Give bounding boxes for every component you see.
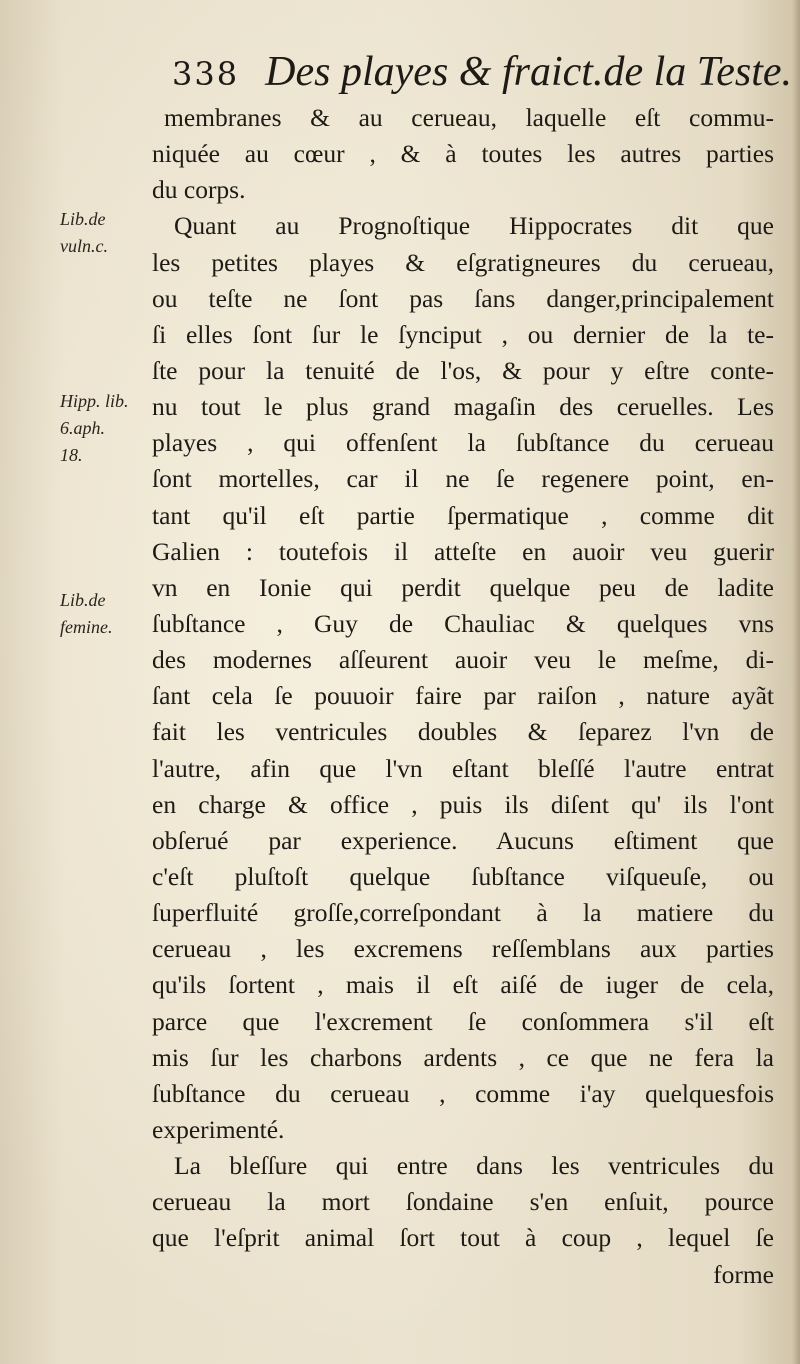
paragraph-start-line: La bleſſure qui entre dans les ventricules du	[174, 1151, 774, 1181]
text-line: qu'ils ſortent , mais il eſt aiſé de iuger de cela,	[152, 970, 774, 1000]
marginal-note-hipp-aph	[60, 388, 150, 469]
text-line: nu tout le plus grand magaſin des ceruelles. Les	[152, 392, 774, 422]
page-header	[172, 42, 793, 102]
text-line: fait les ventricules doubles & ſeparez l'vn de	[152, 717, 774, 747]
marginal-note-line: 18.	[60, 445, 83, 465]
page-edge-shadow	[792, 0, 800, 1364]
text-line: Galien : toutefois il atteſte en auoir veu guerir	[152, 536, 774, 566]
marginal-note-line: 6.aph.	[60, 418, 105, 438]
text-line: obſerué par experience. Aucuns eſtiment que	[152, 825, 774, 855]
body-text	[152, 100, 774, 1293]
text-line: ſant cela ſe pouuoir faire par raiſon , nature ayãt	[152, 681, 774, 711]
marginal-note-line: vuln.c.	[60, 236, 108, 256]
text-line: tant qu'il eſt partie ſpermatique , comme dit	[152, 500, 774, 530]
text-line: ſont mortelles, car il ne ſe regenere point, en-	[152, 464, 774, 494]
running-title: Des playes & fraict.de la Teste.	[265, 49, 793, 95]
text-line: ſubſtance , Guy de Chauliac & quelques vns	[152, 608, 774, 638]
text-line: c'eſt pluſtoſt quelque ſubſtance viſqueuſe, ou	[152, 861, 774, 891]
marginal-note-line: Lib.de	[60, 590, 106, 610]
text-line: que l'eſprit animal ſort tout à coup , lequel ſe	[152, 1223, 774, 1253]
paragraph-start-line: Quant au Prognoſtique Hippocrates dit que	[174, 211, 774, 241]
text-line: vn en Ionie qui perdit quelque peu de ladite	[152, 572, 774, 602]
text-line: niquée au cœur , & à toutes les autres parties	[152, 139, 774, 169]
text-line: ou teſte ne ſont pas ſans danger,principalement	[152, 283, 774, 313]
text-line: l'autre, afin que l'vn eſtant bleſſé l'autre entrat	[152, 753, 774, 783]
text-line: membranes & au cerueau, laquelle eſt commu-	[164, 103, 774, 132]
text-line: cerueau la mort ſondaine s'en enſuit, pource	[152, 1187, 774, 1217]
text-line: cerueau , les excremens reſſemblans aux parties	[152, 934, 774, 964]
page-number: 338	[172, 55, 240, 93]
text-line: ſi elles ſont ſur le ſynciput , ou dernier de la te-	[152, 319, 774, 349]
text-line: ſuperfluité groſſe,correſpondant à la matiere du	[152, 898, 774, 928]
text-line: parce que l'excrement ſe conſommera s'il eſt	[152, 1006, 774, 1036]
text-line: ſubſtance du cerueau , comme i'ay quelquesfois	[152, 1078, 774, 1108]
marginal-note-lib-de-femine	[60, 587, 150, 641]
marginal-note-line: Lib.de	[60, 209, 106, 229]
marginal-note-lib-de-vuln	[60, 206, 150, 260]
text-line: playes , qui offenſent la ſubſtance du cerueau	[152, 428, 774, 458]
text-line: ſte pour la tenuité de l'os, & pour y eſtre conte-	[152, 355, 774, 385]
catchword: forme	[713, 1259, 774, 1289]
text-line: du corps.	[152, 175, 246, 205]
text-line: mis ſur les charbons ardents , ce que ne fera la	[152, 1042, 774, 1072]
marginal-note-line: femine.	[60, 617, 113, 637]
marginal-note-line: Hipp. lib.	[60, 391, 129, 411]
text-line: des modernes aſſeurent auoir veu le meſme, di-	[152, 645, 774, 675]
text-line: experimenté.	[152, 1114, 285, 1144]
text-line: en charge & office , puis ils diſent qu' ils l'ont	[152, 789, 774, 819]
text-line: les petites playes & eſgratigneures du cerueau,	[152, 247, 774, 277]
